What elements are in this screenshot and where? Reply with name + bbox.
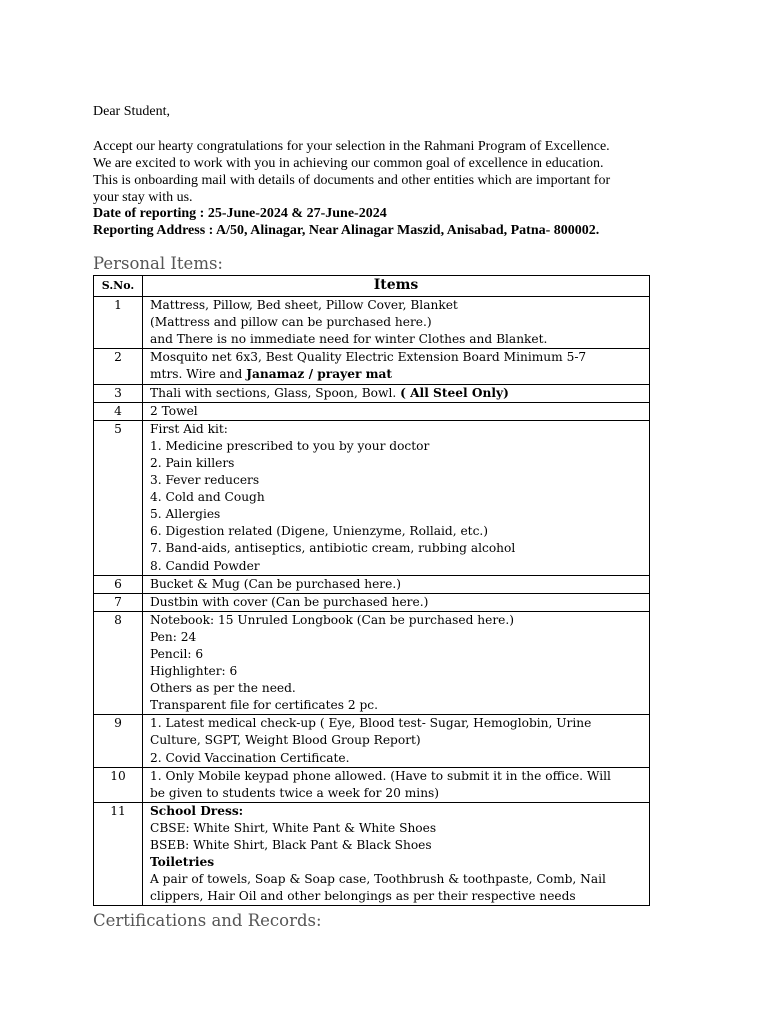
row-serial-number: 7 bbox=[94, 593, 143, 611]
row-items-cell bbox=[143, 715, 650, 767]
item-line bbox=[150, 820, 647, 837]
reporting-date: Date of reporting : 25-June-2024 & 27-June-2024 bbox=[93, 206, 387, 221]
row-items-cell bbox=[143, 767, 650, 802]
table-row bbox=[94, 611, 650, 715]
item-text: (Mattress and pillow can be purchased here.) bbox=[150, 315, 432, 330]
item-line bbox=[150, 438, 647, 455]
table-row bbox=[94, 349, 650, 384]
item-line bbox=[150, 297, 647, 314]
item-line bbox=[150, 768, 647, 785]
item-text: 2. Covid Vaccination Certificate. bbox=[150, 750, 350, 765]
item-line bbox=[150, 506, 647, 523]
item-bold-text: School Dress: bbox=[150, 803, 244, 818]
item-line bbox=[150, 715, 647, 732]
item-text: Dustbin with cover (Can be purchased here.) bbox=[150, 594, 429, 609]
item-text: and There is no immediate need for winter Clothes and Blanket. bbox=[150, 332, 548, 347]
table-row bbox=[94, 767, 650, 802]
table-row bbox=[94, 297, 650, 349]
row-serial-number: 5 bbox=[94, 420, 143, 575]
row-items-cell bbox=[143, 384, 650, 402]
row-serial-number: 8 bbox=[94, 611, 143, 715]
item-line bbox=[150, 803, 647, 820]
table-row bbox=[94, 715, 650, 767]
row-serial-number: 6 bbox=[94, 575, 143, 593]
row-items-cell bbox=[143, 297, 650, 349]
item-line bbox=[150, 697, 647, 714]
row-items-cell bbox=[143, 575, 650, 593]
row-items-cell bbox=[143, 349, 650, 384]
item-text: 1. Latest medical check-up ( Eye, Blood test- Sugar, Hemoglobin, Urine bbox=[150, 716, 592, 731]
row-serial-number: 3 bbox=[94, 384, 143, 402]
item-line bbox=[150, 366, 647, 383]
item-text: A pair of towels, Soap & Soap case, Toothbrush & toothpaste, Comb, Nail bbox=[150, 872, 606, 887]
table-row bbox=[94, 575, 650, 593]
item-text: 5. Allergies bbox=[150, 507, 221, 522]
item-line bbox=[150, 403, 647, 420]
item-text: Transparent file for certificates 2 pc. bbox=[150, 698, 378, 713]
item-text: Notebook: 15 Unruled Longbook (Can be purchased here.) bbox=[150, 612, 514, 627]
intro-line: We are excited to work with you in achieving our common goal of excellence in education. bbox=[93, 156, 604, 171]
item-line bbox=[150, 349, 647, 366]
item-line bbox=[150, 314, 647, 331]
table-row bbox=[94, 420, 650, 575]
intro-line: your stay with us. bbox=[93, 190, 193, 205]
intro-line: This is onboarding mail with details of documents and other entities which are important for bbox=[93, 173, 611, 188]
row-serial-number: 1 bbox=[94, 297, 143, 349]
item-line bbox=[150, 837, 647, 854]
table-row bbox=[94, 384, 650, 402]
item-text: Highlighter: 6 bbox=[150, 664, 238, 679]
item-text: First Aid kit: bbox=[150, 421, 228, 436]
item-line bbox=[150, 421, 647, 438]
item-text: 3. Fever reducers bbox=[150, 473, 260, 488]
item-bold-text: Janamaz / prayer mat bbox=[246, 367, 393, 382]
row-serial-number: 11 bbox=[94, 802, 143, 906]
item-line bbox=[150, 455, 647, 472]
item-line bbox=[150, 385, 647, 402]
item-line bbox=[150, 331, 647, 348]
item-line bbox=[150, 854, 647, 871]
item-line bbox=[150, 629, 647, 646]
item-text: clippers, Hair Oil and other belongings as per their respective needs bbox=[150, 889, 576, 904]
item-line bbox=[150, 523, 647, 540]
personal-items-table bbox=[93, 275, 650, 906]
item-line bbox=[150, 680, 647, 697]
item-line bbox=[150, 489, 647, 506]
personal-items-heading: Personal Items: bbox=[93, 254, 223, 273]
item-line bbox=[150, 576, 647, 593]
item-text: 1. Medicine prescribed to you by your doctor bbox=[150, 438, 430, 453]
item-line bbox=[150, 594, 647, 611]
intro-paragraph bbox=[93, 138, 683, 206]
item-text: Mattress, Pillow, Bed sheet, Pillow Cover, Blanket bbox=[150, 298, 458, 313]
reporting-address: Reporting Address : A/50, Alinagar, Near Alinagar Maszid, Anisabad, Patna- 800002. bbox=[93, 223, 600, 238]
item-line bbox=[150, 785, 647, 802]
item-line bbox=[150, 871, 647, 888]
table-header-row bbox=[94, 276, 650, 297]
item-text: Others as per the need. bbox=[150, 681, 296, 696]
item-text: CBSE: White Shirt, White Pant & White Shoes bbox=[150, 820, 437, 835]
row-items-cell bbox=[143, 420, 650, 575]
item-text: Bucket & Mug (Can be purchased here.) bbox=[150, 576, 401, 591]
item-bold-text: Toiletries bbox=[150, 855, 215, 870]
column-header-sno: S.No. bbox=[94, 276, 143, 297]
table-row bbox=[94, 593, 650, 611]
item-bold-text: ( All Steel Only) bbox=[400, 385, 509, 400]
item-line bbox=[150, 558, 647, 575]
intro-line: Accept our hearty congratulations for your selection in the Rahmani Program of Excellence. bbox=[93, 139, 610, 154]
row-serial-number: 9 bbox=[94, 715, 143, 767]
item-text: Thali with sections, Glass, Spoon, Bowl. bbox=[150, 385, 401, 400]
item-text: 2. Pain killers bbox=[150, 455, 235, 470]
table-body bbox=[94, 297, 650, 906]
certifications-heading: Certifications and Records: bbox=[93, 911, 322, 930]
item-line bbox=[150, 540, 647, 557]
item-text: 7. Band-aids, antiseptics, antibiotic cream, rubbing alcohol bbox=[150, 541, 516, 556]
item-text: 4. Cold and Cough bbox=[150, 490, 265, 505]
row-serial-number: 2 bbox=[94, 349, 143, 384]
item-text: 1. Only Mobile keypad phone allowed. (Have to submit it in the office. Will bbox=[150, 768, 611, 783]
item-text: be given to students twice a week for 20 mins) bbox=[150, 785, 440, 800]
item-text: Mosquito net 6x3, Best Quality Electric Extension Board Minimum 5-7 bbox=[150, 350, 587, 365]
item-text: 6. Digestion related (Digene, Unienzyme, Rollaid, etc.) bbox=[150, 524, 489, 539]
row-serial-number: 10 bbox=[94, 767, 143, 802]
row-items-cell bbox=[143, 802, 650, 906]
row-items-cell bbox=[143, 611, 650, 715]
item-text: mtrs. Wire and bbox=[150, 367, 247, 382]
item-text: BSEB: White Shirt, Black Pant & Black Shoes bbox=[150, 838, 432, 852]
item-text: 2 Towel bbox=[150, 403, 198, 418]
item-text: Culture, SGPT, Weight Blood Group Report) bbox=[150, 733, 421, 748]
greeting: Dear Student, bbox=[93, 104, 170, 119]
item-line bbox=[150, 646, 647, 663]
item-line bbox=[150, 750, 647, 767]
column-header-items: Items bbox=[143, 276, 650, 297]
row-items-cell bbox=[143, 593, 650, 611]
table-row bbox=[94, 402, 650, 420]
table-row bbox=[94, 802, 650, 906]
item-line bbox=[150, 612, 647, 629]
item-line bbox=[150, 888, 647, 905]
item-line bbox=[150, 663, 647, 680]
item-line bbox=[150, 732, 647, 749]
item-text: Pen: 24 bbox=[150, 629, 197, 644]
item-line bbox=[150, 472, 647, 489]
item-text: 8. Candid Powder bbox=[150, 558, 260, 573]
row-serial-number: 4 bbox=[94, 402, 143, 420]
row-items-cell bbox=[143, 402, 650, 420]
item-text: Pencil: 6 bbox=[150, 646, 204, 661]
